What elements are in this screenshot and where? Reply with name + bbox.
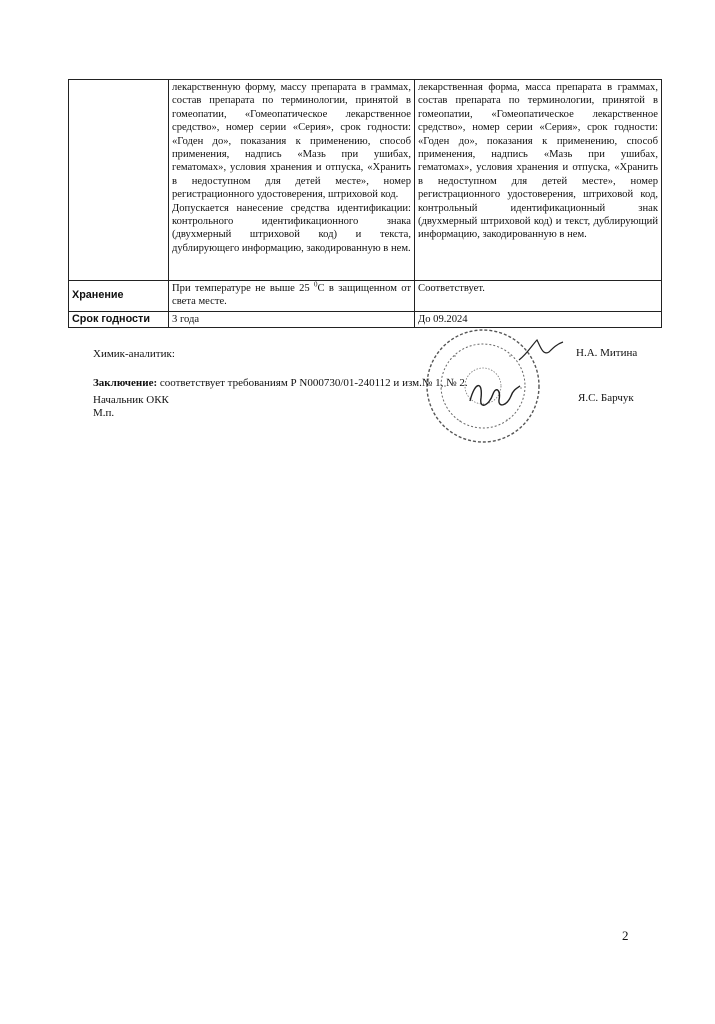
row-label-storage: Хранение [69, 281, 169, 312]
table-row [69, 312, 662, 328]
requirement-text: лекарственную форму, массу препарата в граммах, состав препарата по терминологии, принятой в гомеопатии, «Гомеопатическое лекарственное средство», номер серии «Серия», срок годности: «Годен до», показания к применению, способ применения, надпись «Мазь при ушибах, гематомах», условия хранения и отпуска, «Хранить в недоступном для детей месте», номер регистрационного удостоверения, штриховой код. [172, 82, 411, 201]
conclusion-label: Заключение: [93, 377, 158, 389]
storage-cond-text: С в защищенном от света месте. [172, 283, 411, 308]
result-cell: До 09.2024 [415, 312, 662, 328]
signature-icon [515, 336, 565, 366]
requirement-extra-text: Допускается нанесение средства идентификации: контрольного идентификационного знака (двухмерный штриховой код) и текста, дублирующего информацию, закодированную в нем. [172, 202, 411, 254]
chemist-name: Н.А. Митина [576, 347, 638, 359]
table-row [69, 281, 662, 312]
result-cell: лекарственная форма, масса препарата в граммах, состав препарата по терминологии, принятой в гомеопатии, «Гомеопатическое лекарственное средство», номер серии «Серия», срок годности: «Годен до», показания к применению, способ применения, надпись «Мазь при ушибах, гематомах», условия хранения и отпуска, «Хранить в недоступном для детей месте», номер регистрационного удостоверения, штриховой код, контрольный идентификационный знак (двухмерный штриховой код) и текст, дублирующий информацию, закодированную в нем. [415, 80, 662, 281]
conclusion [93, 377, 468, 389]
requirement-cell: 3 года [169, 312, 415, 328]
chemist-label: Химик-аналитик: [93, 348, 175, 360]
degree-sup: 0 [314, 280, 318, 289]
requirement-cell [169, 281, 415, 312]
head-okk-label: Начальник ОКК [93, 394, 169, 406]
signature-icon [465, 376, 525, 416]
storage-temp-text: При температуре не выше 25 [172, 283, 315, 294]
result-cell: Соответствует. [415, 281, 662, 312]
row-label [69, 80, 169, 281]
head-okk-name: Я.С. Барчук [578, 392, 634, 404]
mp-label: М.п. [93, 407, 115, 419]
requirement-cell [169, 80, 415, 281]
spec-table [68, 79, 662, 328]
page-number: 2 [622, 928, 629, 943]
row-label-shelf-life: Срок годности [69, 312, 169, 328]
table-row [69, 80, 662, 281]
conclusion-text: соответствует требованиям Р N000730/01-240112 и изм.№ 1, № 2. [159, 377, 468, 389]
